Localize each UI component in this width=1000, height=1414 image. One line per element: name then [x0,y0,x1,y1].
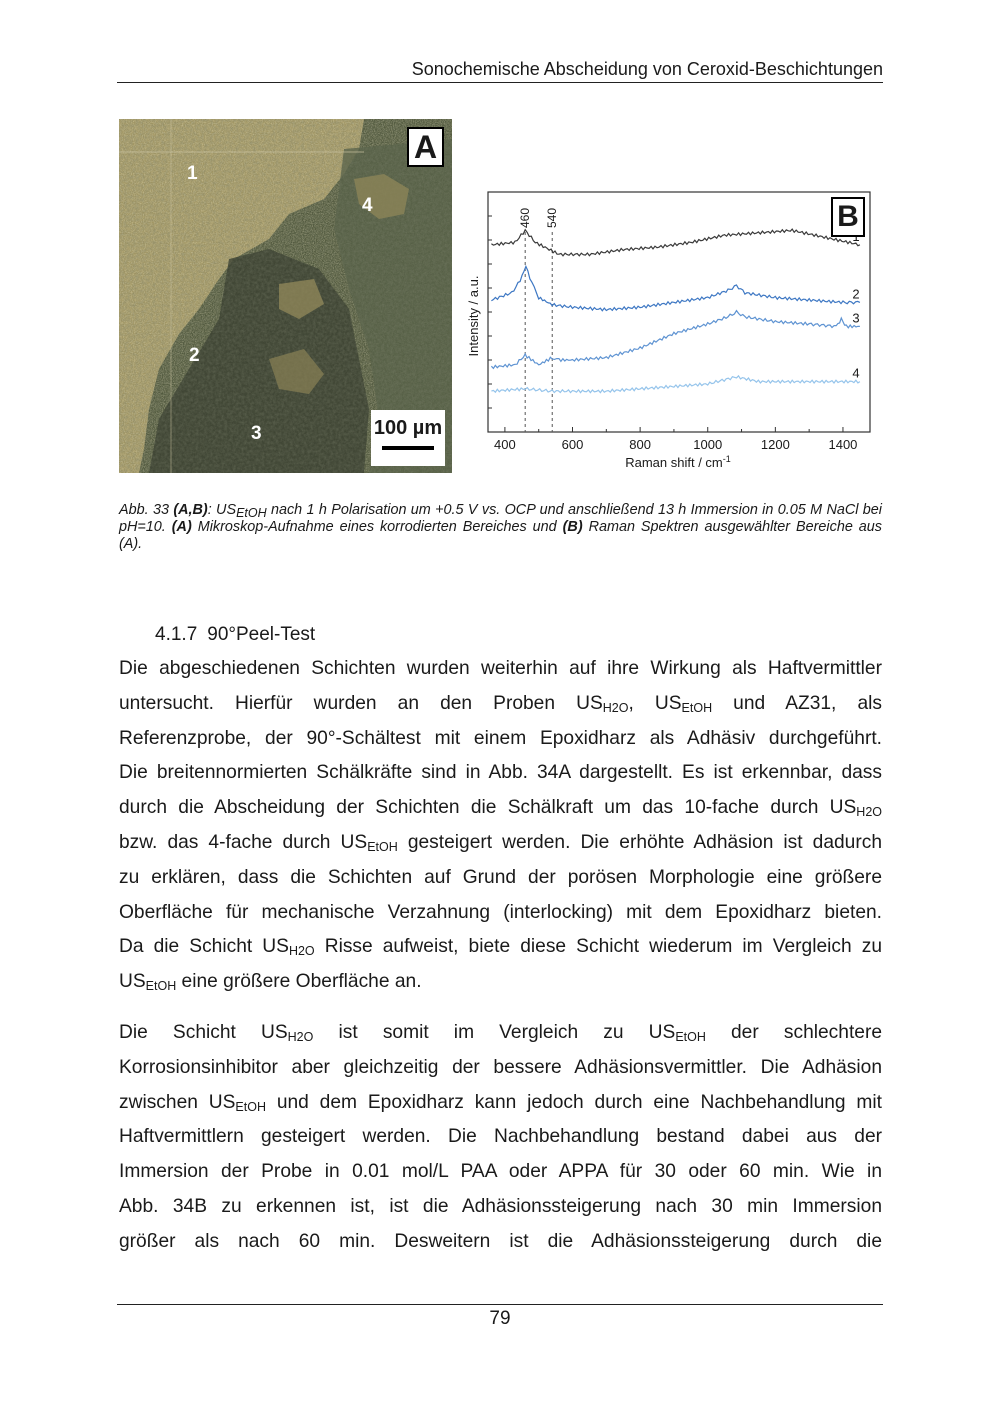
p1-l5-a: durch die Abscheidung der Schichten die Schälkraft um das 10-fache durch US [119,797,857,819]
p2-l1-sub2: EtOH [675,1030,706,1044]
series-line-3 [491,311,860,369]
region-label-3: 3 [251,423,262,444]
micrograph-panel-a [119,119,452,473]
p1-l10-b: eine größere Oberfläche an. [176,971,422,993]
p1-line-2 [119,687,882,722]
caption-text-2: Mikroskop-Aufnahme eines korrodierten Bereiches und [191,519,563,535]
p1-l2-b: , US [628,692,682,714]
series-label-4: 4 [852,365,860,381]
p1-line-6 [119,826,882,861]
section-heading [155,624,315,646]
caption-prefix: Abb. 33 [119,502,174,518]
section-title: 90°Peel-Test [207,624,316,645]
p1-line-1: Die abgeschiedenen Schichten wurden weiterhin auf ihre Wirkung als Haftvermittler [119,658,882,679]
x-tick-label: 1200 [760,437,790,452]
p2-l3-a: zwischen US [119,1091,236,1113]
p1-l6-b: gesteigert werden. Die erhöhte Adhäsion ist dadurch [397,831,883,853]
x-axis-label-sup: -1 [722,454,731,464]
paragraph-1 [119,652,882,1000]
marker-label: 540 [545,207,560,228]
p1-l2-a: untersucht. Hierfür wurden an den Proben US [119,692,603,714]
scale-bar [382,446,434,450]
header-rule [117,82,883,83]
p1-l9-sub: H2O [288,944,315,959]
x-axis-label [625,454,731,470]
p1-l10-a: US [119,971,146,993]
caption-b-ref: (B) [562,519,583,535]
p2-line-5: Immersion der Probe in 0.01 mol/L PAA oder APPA für 30 oder 60 min. Wie in [119,1161,882,1183]
p1-line-9 [119,930,882,965]
caption-text-1: nach 1 h Polarisation um +0.5 V vs. OCP und anschließend 13 h Immersion in 0.05 M NaCl bei pH=10. [119,502,882,535]
y-axis-label: Intensity / a.u. [466,275,481,357]
figure-caption [119,502,882,553]
p2-line-1 [119,1016,882,1051]
running-header: Sonochemische Abscheidung von Ceroxid-Beschichtungen [411,59,883,79]
section-number: 4.1.7 [155,624,198,645]
footer-rule [117,1304,883,1305]
p1-line-10 [119,965,882,1000]
p2-l1-b: ist somit im Vergleich zu US [313,1022,676,1043]
panel-b-label: B [831,197,865,237]
p1-line-8: Oberfläche für mechanische Verzahnung (interlocking) mit dem Epoxidharz bieten. [119,901,882,923]
p2-line-7: größer als nach 60 min. Desweitern ist die Adhäsionssteigerung durch die [119,1230,882,1252]
p1-l6-a: bzw. das 4-fache durch US [119,831,368,853]
caption-ref: (A,B) [173,502,208,518]
panel-a-label: A [407,127,444,167]
p2-l3-b: und dem Epoxidharz kann jedoch durch eine Nachbehandlung mit [265,1091,883,1113]
caption-us-sub: EtOH [236,506,267,520]
p1-l2-c: und AZ31, als [712,692,882,714]
x-tick-label: 800 [629,437,651,452]
p1-l6-sub: EtOH [367,839,398,854]
caption-text-3: Raman Spektren ausgewählter Bereiche aus (A). [119,519,882,552]
p1-l2-sub2: EtOH [681,700,713,715]
series-label-2: 2 [852,286,860,302]
x-tick-label: 1000 [693,437,723,452]
region-label-1: 1 [187,163,198,184]
p1-line-5 [119,791,882,826]
p2-l1-sub1: H2O [287,1030,314,1044]
region-label-2: 2 [189,345,200,366]
raman-chart-panel-b [462,183,882,483]
p1-line-3: Referenzprobe, der 90°-Schältest mit einem Epoxidharz als Adhäsiv durchgeführt. [119,727,882,749]
p1-l9-a: Da die Schicht US [119,936,289,958]
series-line-2 [491,266,860,310]
p2-line-4: Haftvermittlern gesteigert werden. Die Nachbehandlung bestand dabei aus der [119,1126,882,1148]
p1-l9-b: Risse aufweist, biete diese Schicht wiederum im Vergleich zu [314,936,883,958]
marker-label: 460 [518,207,533,228]
caption-us: : US [207,502,237,518]
caption-a-ref: (A) [171,519,192,535]
x-tick-label: 1400 [828,437,858,452]
series-label-3: 3 [852,310,860,326]
p1-line-4: Die breitennormierten Schälkräfte sind in Abb. 34A dargestellt. Es ist erkennbar, dass [119,762,882,784]
x-tick-label: 400 [494,437,516,452]
p2-l3-sub: EtOH [235,1099,266,1114]
scale-bar-label: 100 µm [373,417,443,439]
raman-chart [462,183,882,483]
region-label-4: 4 [362,195,373,216]
page-number: 79 [489,1308,511,1329]
p1-l10-sub: EtOH [145,979,177,994]
scale-bar-box [371,410,445,466]
paragraph-2 [119,1016,882,1260]
p1-l5-sub: H2O [856,805,882,820]
series-line-1 [491,229,860,256]
p1-l2-sub1: H2O [602,700,629,715]
p2-l1-c: der schlechtere [705,1022,883,1043]
p2-l1-a: Die Schicht US [119,1022,288,1043]
series-line-4 [491,376,860,393]
x-tick-label: 600 [561,437,584,452]
p2-line-6: Abb. 34B zu erkennen ist, ist die Adhäsionssteigerung nach 30 min Immersion [119,1195,882,1217]
p2-line-2: Korrosionsinhibitor aber gleichzeitig der bessere Adhäsionsvermittler. Die Adhäsion [119,1056,882,1078]
x-axis-label-text: Raman shift / cm [625,455,723,470]
p1-line-7: zu erklären, dass die Schichten auf Grund der porösen Morphologie eine größere [119,866,882,888]
p2-line-3 [119,1086,882,1121]
